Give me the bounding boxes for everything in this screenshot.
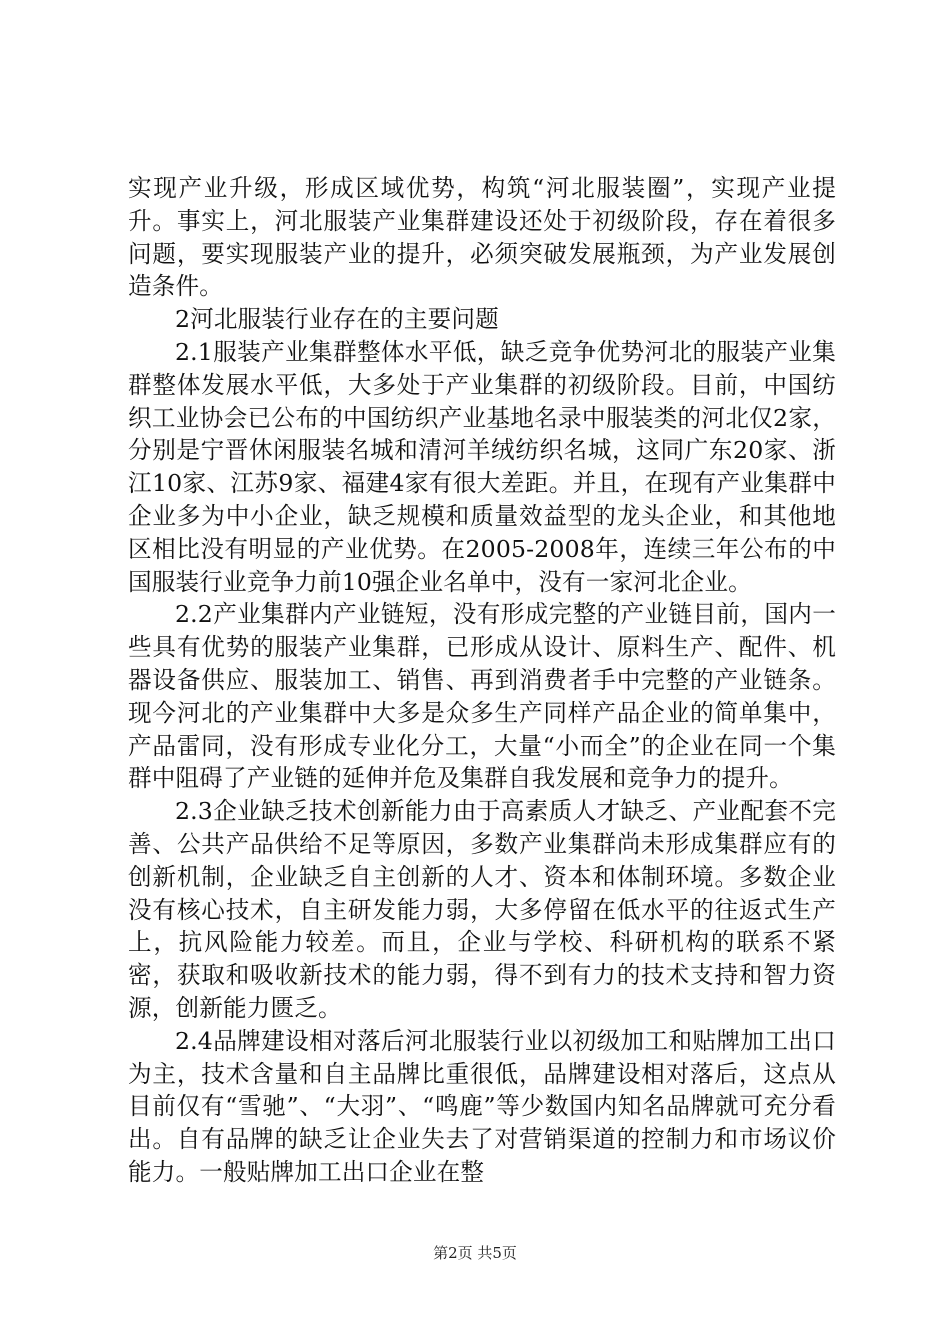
paragraph-2-3: 2.3企业缺乏技术创新能力由于高素质人才缺乏、产业配套不完善、公共产品供给不足等原因，多数产业集群尚未形成集群应有的创新机制，企业缺乏自主创新的人才、资本和体制环境。多数企业没有核心技术，自主研发能力弱，大多停留在低水平的往返式生产上，抗风险能力较差。而且，企业与学校、科研机构的联系不紧密，获取和吸收新技术的能力弱，得不到有力的技术支持和智力资源，创新能力匮乏。 [128,797,836,1022]
section-heading: 2河北服装行业存在的主要问题 [175,305,499,334]
paragraph-2-1: 2.1服装产业集群整体水平低，缺乏竞争优势河北的服装产业集群整体发展水平低，大多处于产业集群的初级阶段。目前，中国纺织工业协会已公布的中国纺织产业基地名录中服装类的河北仅2家，分别是宁晋休闲服装名城和清河羊绒纺织名城，这同广东20家、浙江10家、江苏9家、福建4家有很大差距。并且，在现有产业集群中企业多为中小企业，缺乏规模和质量效益型的龙头企业，和其他地区相比没有明显的产业优势。在2005-2008年，连续三年公布的中国服装行业竞争力前10强企业名单中，没有一家河北企业。 [128,337,836,596]
paragraph-intro: 实现产业升级，形成区域优势，构筑“河北服装圈”，实现产业提升。事实上，河北服装产业集群建设还处于初级阶段，存在着很多问题，要实现服装产业的提升，必须突破发展瓶颈，为产业发展创造条件。 [128,174,836,301]
paragraph-2-2: 2.2产业集群内产业链短，没有形成完整的产业链目前，国内一些具有优势的服装产业集群，已形成从设计、原料生产、配件、机器设备供应、服装加工、销售、再到消费者手中完整的产业链条。现今河北的产业集群中大多是众多生产同样产品企业的简单集中，产品雷同，没有形成专业化分工，大量“小而全”的企业在同一个集群中阻碍了产业链的延伸并危及集群自我发展和竞争力的提升。 [128,600,836,793]
document-body [128,172,836,1189]
paragraph-2-4: 2.4品牌建设相对落后河北服装行业以初级加工和贴牌加工出口为主，技术含量和自主品牌比重很低，品牌建设相对落后，这点从目前仅有“雪驰”、“大羽”、“鸣鹿”等少数国内知名品牌就可充分看出。自有品牌的缺乏让企业失去了对营销渠道的控制力和市场议价能力。一般贴牌加工出口企业在整 [128,1026,836,1186]
page-footer: 第2页 共5页 [433,1244,517,1262]
